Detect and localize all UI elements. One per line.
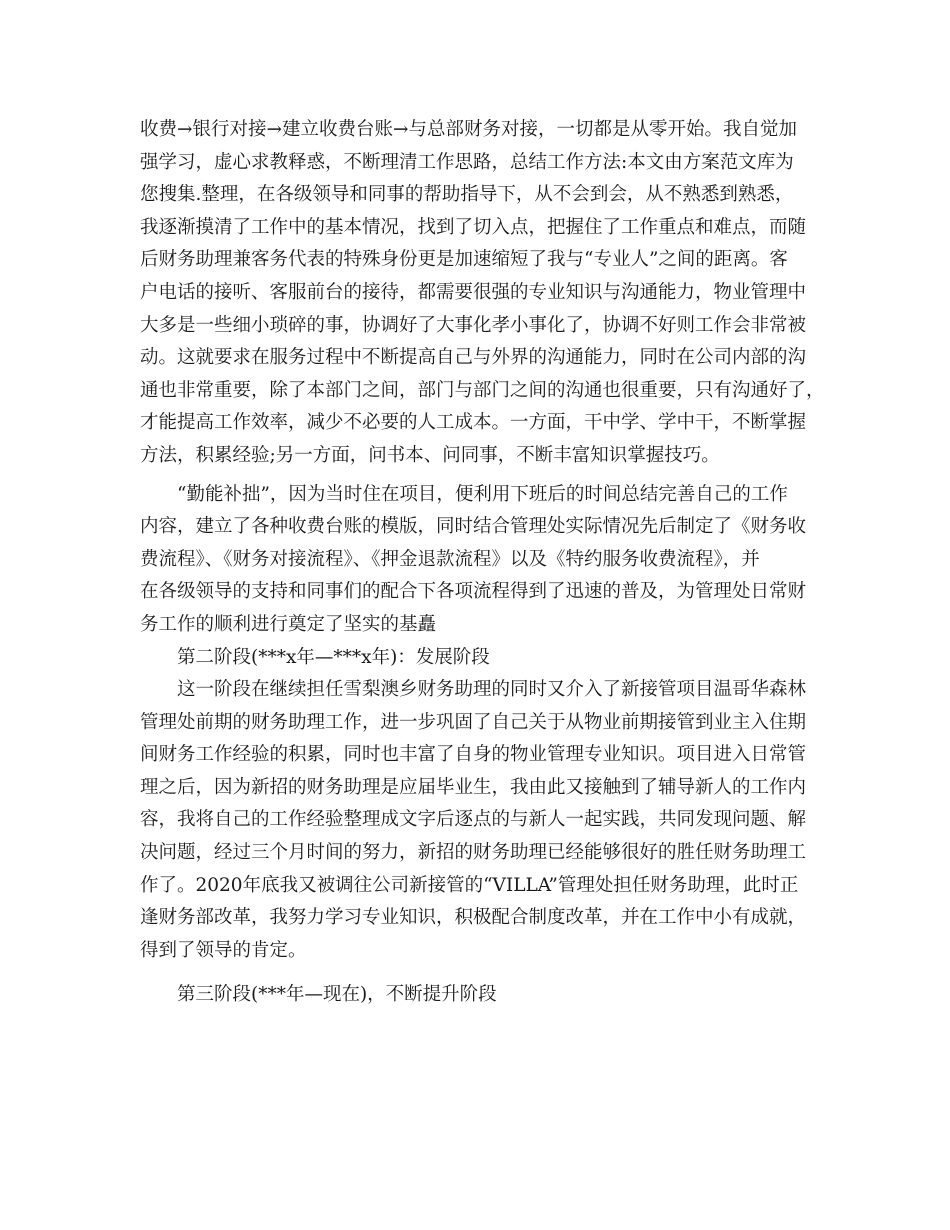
paragraph-line: 通也非常重要，除了本部门之间，部门与部门之间的沟通也很重要，只有沟通好了， xyxy=(140,379,825,401)
paragraph-line: 费流程》、《财务对接流程》、《押金退款流程》以及《特约服务收费流程》，并 xyxy=(140,548,760,570)
paragraph-line: 强学习，虚心求教释惑，不断理清工作思路，总结工作方法:本文由方案范文库为 xyxy=(140,151,794,173)
paragraph-line: 间财务工作经验的积累，同时也丰富了自身的物业管理专业知识。项目进入日常管 xyxy=(140,744,807,766)
paragraph-line: 得到了领导的肯定。 xyxy=(140,939,307,961)
paragraph-line: 作了。2020年底我又被调往公司新接管的“VILLA”管理处担任财务助理，此时正 xyxy=(140,874,799,896)
paragraph-line: 务工作的顺利进行奠定了坚实的基矗 xyxy=(140,613,437,635)
paragraph-line: 您搜集.整理，在各级领导和同事的帮助指导下，从不会到会，从不熟悉到熟悉， xyxy=(140,184,794,206)
paragraph-line: 决问题，经过三个月时间的努力，新招的财务助理已经能够很好的胜任财务助理工 xyxy=(140,842,807,864)
paragraph-line: 大多是一些细小琐碎的事，协调好了大事化孝小事化了，协调不好则工作会非常被 xyxy=(140,314,807,336)
paragraph-line: 理之后，因为新招的财务助理是应届毕业生，我由此又接触到了辅导新人的工作内 xyxy=(140,776,807,798)
paragraph-line: 容，我将自己的工作经验整理成文字后逐点的与新人一起实践，共同发现问题、解 xyxy=(140,809,807,831)
paragraph-line: 户电话的接听、客服前台的接待，都需要很强的专业知识与沟通能力，物业管理中 xyxy=(140,281,807,303)
paragraph-line: 后财务助理兼客务代表的特殊身份更是加速缩短了我与“专业人”之间的距离。客 xyxy=(140,249,788,271)
document-body xyxy=(140,114,824,1012)
paragraph-line: “勤能补拙”，因为当时住在项目，便利用下班后的时间总结完善自己的工作 xyxy=(177,483,788,505)
paragraph-line: 管理处前期的财务助理工作，进一步巩固了自己关于从物业前期接管到业主入住期 xyxy=(140,711,807,733)
paragraph-line: 收费→银行对接→建立收费台账→与总部财务对接，一切都是从零开始。我自觉加 xyxy=(140,119,798,140)
paragraph-line: 内容，建立了各种收费台账的模版，同时结合管理处实际情况先后制定了《财务收 xyxy=(140,516,807,538)
paragraph-line: 在各级领导的支持和同事们的配合下各项流程得到了迅速的普及，为管理处日常财 xyxy=(140,581,807,603)
paragraph-line: 方法，积累经验;另一方面，问书本、问同事，不断丰富知识掌握技巧。 xyxy=(140,444,720,466)
paragraph-line: 这一阶段在继续担任雪梨澳乡财务助理的同时又介入了新接管项目温哥华森林 xyxy=(177,679,807,701)
section-heading: 第三阶段(***年—现在)，不断提升阶段 xyxy=(177,984,497,1006)
paragraph-line: 才能提高工作效率，减少不必要的人工成本。一方面，干中学、学中干，不断掌握 xyxy=(140,412,807,434)
paragraph-line: 动。这就要求在服务过程中不断提高自己与外界的沟通能力，同时在公司内部的沟 xyxy=(140,347,807,369)
section-heading: 第二阶段(***x年—***x年)：发展阶段 xyxy=(177,646,490,668)
paragraph-line: 逢财务部改革，我努力学习专业知识，积极配合制度改革，并在工作中小有成就， xyxy=(140,907,807,929)
paragraph-line: 我逐渐摸清了工作中的基本情况，找到了切入点，把握住了工作重点和难点，而随 xyxy=(140,216,807,238)
